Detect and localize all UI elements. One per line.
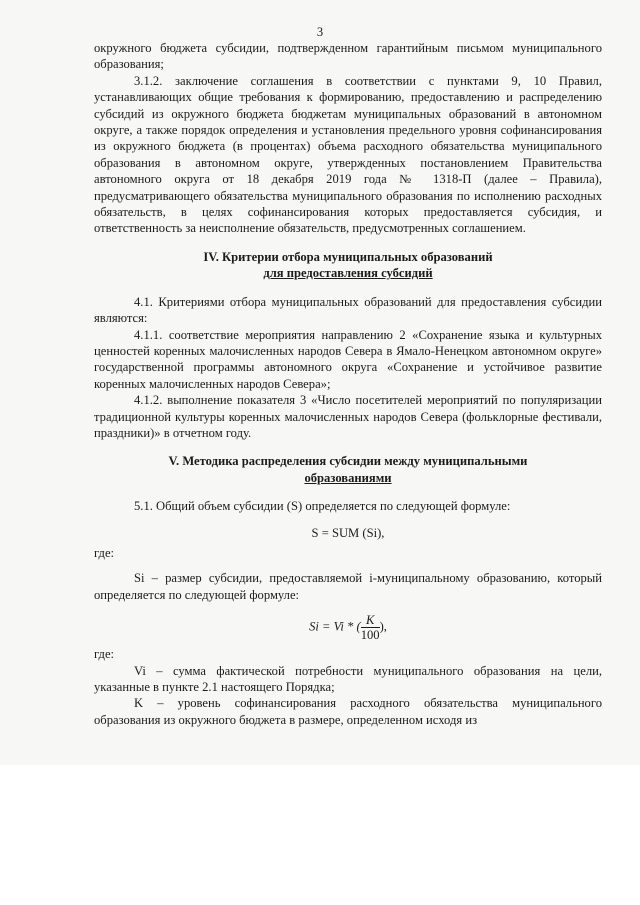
paragraph-4-1-1: 4.1.1. соответствие мероприятия направлению 2 «Сохранение языка и культурных ценностей коренных малочисленных народов Севера в Ямало-Ненецком автономном округе» государственной программы автономного округа «Сохранение и устойчивое развитие коренных малочисленных народов Севера»; — [94, 327, 602, 391]
paragraph-5-1: 5.1. Общий объем субсидии (S) определяется по следующей формуле: — [134, 499, 511, 514]
where-label-2: где: — [94, 647, 115, 662]
formula2-denominator: 100 — [360, 628, 380, 643]
page-number: 3 — [316, 25, 324, 39]
formula2-lhs: Si = Vi * ( — [309, 619, 361, 634]
where-label-1: где: — [94, 545, 115, 560]
section-5-title-line1: V. Методика распределения субсидии между муниципальными — [168, 454, 528, 469]
section-4-title-line2: для предоставления субсидий — [263, 266, 433, 281]
paragraph-3-1-2: 3.1.2. заключение соглашения в соответствии с пунктами 9, 10 Правил, устанавливающих общие требования к формированию, предоставлению и распределению субсидий из окружного бюджета бюджетам муниципальных образований в автономном округе, а также порядок определения и установления предельного уровня софинансирования из окружного бюджета (в процентах) объема расходного обязательства муниципального образования в автономном округе, утвержденных постановлением Правительства автономного округа от 18 декабря 2019 года № 1318-П (далее – Правила), предусматривающего обязательства муниципального образования по исполнению расходных обязательств, в целях софинансирования которых предоставляется субсидия, и ответственность за неисполнение обязательств, предусмотренных соглашением. — [94, 73, 602, 236]
formula2-fraction — [361, 613, 380, 642]
paragraph-si-definition: Si – размер субсидии, предоставляемой i-муниципальному образованию, который определяется по следующей формуле: — [94, 571, 602, 602]
formula-subsidy-per-municipality — [94, 613, 602, 642]
paragraph-4-1: 4.1. Критериями отбора муниципальных образований для предоставления субсидии являются: — [94, 294, 602, 326]
page-content — [94, 40, 602, 728]
section-4-heading — [94, 249, 602, 282]
section-5-title-line2: образованиями — [304, 470, 392, 485]
section-4-title-line1: IV. Критерии отбора муниципальных образований — [203, 249, 493, 264]
paragraph-vi-definition: Vi – сумма фактической потребности муниципального образования на цели, указанные в пункте 2.1 настоящего Порядка; — [94, 663, 602, 694]
paragraph-4-1-2: 4.1.2. выполнение показателя 3 «Число посетителей мероприятий по популяризации традиционной культуры коренных малочисленных народов Севера (фольклорные фестивали, праздники)» в отчетном году. — [94, 393, 602, 440]
formula2-tail: ), — [379, 619, 387, 634]
section-5-heading — [94, 453, 602, 486]
formula2-numerator: K — [361, 613, 380, 628]
formula-total-subsidy: S = SUM (Si), — [311, 525, 385, 540]
paragraph-continuation: окружного бюджета субсидии, подтвержденном гарантийным письмом муниципального образования; — [94, 41, 602, 72]
paragraph-k-definition: K – уровень софинансирования расходного обязательства муниципального образования из окружного бюджета в размере, определенном исходя из — [94, 696, 602, 727]
blank-area — [0, 766, 640, 905]
